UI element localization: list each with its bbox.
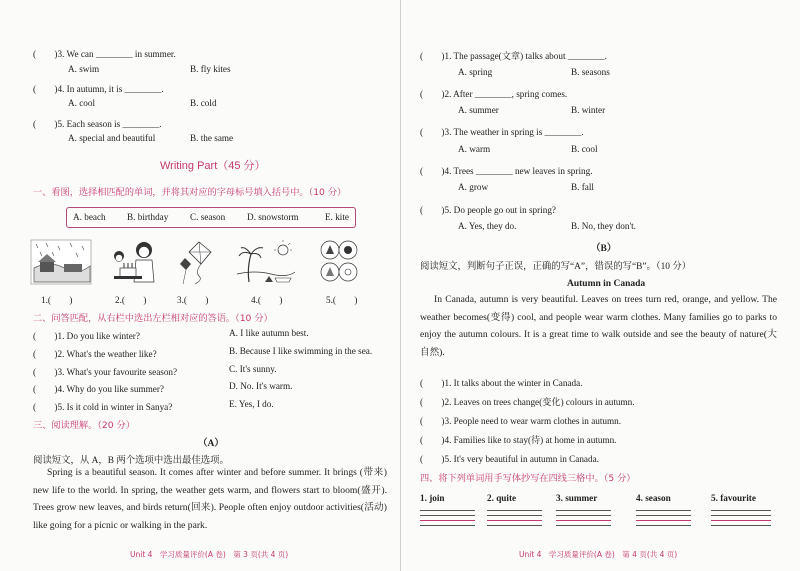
qa-answer-c: C. It's sunny. bbox=[229, 364, 277, 374]
question-r2: ( )2. After ________, spring comes. bbox=[420, 89, 568, 99]
tf-question-2: ( )2. Leaves on trees change(变化) colours in autumn. bbox=[420, 397, 635, 407]
handwriting-lines-3[interactable] bbox=[556, 510, 611, 530]
picture-label-1: 1.( ) bbox=[41, 295, 73, 305]
word-choice-d: D. snowstorm bbox=[247, 212, 299, 222]
option-r5b: B. No, they don't. bbox=[571, 221, 636, 231]
question-l4: ( )4. In autumn, it is ________. bbox=[33, 84, 164, 94]
qa-answer-a: A. I like autumn best. bbox=[229, 328, 309, 338]
word-choice-c: C. season bbox=[190, 212, 226, 222]
part-a-heading: （A） bbox=[198, 439, 224, 449]
part-b-instruction: 阅读短文，判断句子正误，正确的写“A”，错误的写“B”。（10 分） bbox=[420, 262, 692, 272]
picture-label-4: 4.( ) bbox=[251, 295, 283, 305]
option-l5b: B. the same bbox=[190, 133, 234, 143]
option-r5a: A. Yes, they do. bbox=[458, 221, 517, 231]
part-a-instruction: 阅读短文，从 A，B 两个选项中选出最佳选项。 bbox=[33, 456, 229, 466]
qa-question-2: ( )2. What's the weather like? bbox=[33, 349, 157, 359]
copy-word-5: 5. favourite bbox=[711, 493, 756, 503]
kite-picture bbox=[175, 238, 220, 286]
right-page bbox=[400, 0, 800, 571]
copy-word-2: 2. quite bbox=[487, 493, 517, 503]
option-l4a: A. cool bbox=[68, 98, 96, 108]
qa-question-4: ( )4. Why do you like summer? bbox=[33, 384, 164, 394]
word-bank-box bbox=[66, 207, 356, 228]
option-r1b: B. seasons bbox=[571, 67, 610, 77]
option-r1a: A. spring bbox=[458, 67, 493, 77]
qa-answer-d: D. No. It's warm. bbox=[229, 381, 293, 391]
section4-title: 四、将下列单词用手写体抄写在四线三格中。（5 分） bbox=[420, 473, 636, 484]
tf-question-4: ( )4. Families like to stay(待) at home in autumn. bbox=[420, 435, 617, 445]
passage-b: In Canada, autumn is very beautiful. Leaves on trees turn red, orange, and yellow. The weather becomes(变得) cool, and people wear warm clothes. Many families go to parks to enjoy the autumn colours. It is a great time to walk outside and see the beauty of nature(大自然). bbox=[420, 294, 777, 358]
option-r2b: B. winter bbox=[571, 105, 606, 115]
birthday-picture bbox=[110, 238, 155, 286]
passage-b-title: Autumn in Canada bbox=[567, 279, 646, 289]
handwriting-lines-2[interactable] bbox=[487, 510, 542, 530]
writing-part-title: Writing Part（45 分） bbox=[160, 160, 266, 172]
option-l3b: B. fly kites bbox=[190, 64, 231, 74]
copy-word-4: 4. season bbox=[636, 493, 671, 503]
beach-picture bbox=[235, 238, 297, 286]
option-r4a: A. grow bbox=[458, 182, 489, 192]
option-l4b: B. cold bbox=[190, 98, 217, 108]
option-r2a: A. summer bbox=[458, 105, 499, 115]
handwriting-lines-5[interactable] bbox=[711, 510, 771, 530]
question-r5: ( )5. Do people go out in spring? bbox=[420, 205, 557, 215]
copy-word-3: 3. summer bbox=[556, 493, 598, 503]
picture-label-2: 2.( ) bbox=[115, 295, 147, 305]
qa-question-5: ( )5. Is it cold in winter in Sanya? bbox=[33, 402, 173, 412]
season-picture bbox=[318, 238, 360, 286]
tf-question-3: ( )3. People need to wear warm clothes in autumn. bbox=[420, 416, 622, 426]
handwriting-lines-1[interactable] bbox=[420, 510, 475, 530]
picture-label-3: 3.( ) bbox=[177, 295, 209, 305]
question-r4: ( )4. Trees ________ new leaves in spring. bbox=[420, 166, 593, 176]
option-l5a: A. special and beautiful bbox=[68, 133, 156, 143]
copy-word-1: 1. join bbox=[420, 493, 445, 503]
option-r4b: B. fall bbox=[571, 182, 594, 192]
question-l5: ( )5. Each season is ________. bbox=[33, 119, 162, 129]
part-b-heading: （B） bbox=[591, 244, 617, 254]
snowstorm-picture bbox=[30, 238, 92, 286]
word-choice-a: A. beach bbox=[73, 212, 106, 222]
tf-question-1: ( )1. It talks about the winter in Canada. bbox=[420, 378, 583, 388]
picture-label-5: 5.( ) bbox=[326, 295, 358, 305]
qa-answer-e: E. Yes, I do. bbox=[229, 399, 274, 409]
tf-question-5: ( )5. It's very beautiful in autumn in Canada. bbox=[420, 454, 599, 464]
page-footer-left: Unit 4 学习质量评价(A 卷) 第 3 页(共 4 页) bbox=[130, 550, 289, 559]
section3-title: 三、阅读理解。（20 分） bbox=[33, 420, 135, 431]
section1-title: 一、看图，选择相匹配的单词，并将其对应的字母标号填入括号中。（10 分） bbox=[33, 187, 347, 198]
question-l3: ( )3. We can ________ in summer. bbox=[33, 49, 176, 59]
word-choice-b: B. birthday bbox=[127, 212, 169, 222]
handwriting-lines-4[interactable] bbox=[636, 510, 691, 530]
passage-a: Spring is a beautiful season. It comes after winter and before summer. It brings (带来) new life to the world. In spring, the weather gets warm, and flowers start to bloom(盛开). Trees grow new leaves, and birds return(回来). People often enjoy outdoor activities(活动) like going for a picnic or walking in the park. bbox=[33, 467, 387, 531]
page-footer-right: Unit 4 学习质量评价(A 卷) 第 4 页(共 4 页) bbox=[519, 550, 678, 559]
option-r3a: A. warm bbox=[458, 144, 491, 154]
qa-question-1: ( )1. Do you like winter? bbox=[33, 331, 140, 341]
question-r3: ( )3. The weather in spring is ________. bbox=[420, 127, 584, 137]
qa-question-3: ( )3. What's your favourite season? bbox=[33, 367, 178, 377]
qa-answer-b: B. Because I like swimming in the sea. bbox=[229, 346, 373, 356]
option-r3b: B. cool bbox=[571, 144, 598, 154]
word-choice-e: E. kite bbox=[325, 212, 349, 222]
option-l3a: A. swim bbox=[68, 64, 100, 74]
question-r1: ( )1. The passage(文章) talks about ________. bbox=[420, 51, 607, 61]
section2-title: 二、问答匹配，从右栏中选出左栏相对应的答语。（10 分） bbox=[33, 313, 273, 324]
